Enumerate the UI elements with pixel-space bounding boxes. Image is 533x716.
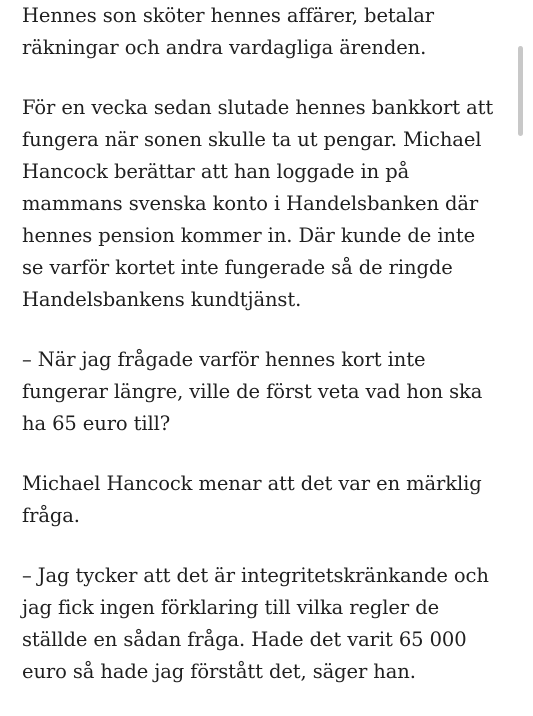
paragraph-line: – Jag tycker att det är integritetskränkande och xyxy=(22,564,489,587)
paragraph-line: räkningar och andra vardagliga ärenden. xyxy=(22,36,427,59)
paragraph-1 xyxy=(22,0,512,64)
article-body xyxy=(22,0,512,716)
paragraph-line: fråga. xyxy=(22,504,80,527)
scrollbar-thumb[interactable] xyxy=(518,46,523,136)
paragraph-line: hennes pension kommer in. Där kunde de inte xyxy=(22,224,476,247)
paragraph-line: ställde en sådan fråga. Hade det varit 65 000 xyxy=(22,628,467,651)
paragraph-5-quote xyxy=(22,560,512,688)
paragraph-3-quote xyxy=(22,344,512,440)
paragraph-line: Hancock berättar att han loggade in på xyxy=(22,160,410,183)
paragraph-line: För en vecka sedan slutade hennes bankkort att xyxy=(22,96,494,119)
paragraph-2 xyxy=(22,92,512,316)
paragraph-line: euro så hade jag förstått det, säger han. xyxy=(22,660,416,683)
paragraph-line: ha 65 euro till? xyxy=(22,412,171,435)
paragraph-line: fungera när sonen skulle ta ut pengar. Michael xyxy=(22,128,482,151)
paragraph-line: – När jag frågade varför hennes kort inte xyxy=(22,348,426,371)
paragraph-line: Hennes son sköter hennes affärer, betalar xyxy=(22,4,435,27)
paragraph-line: fungerar längre, ville de först veta vad hon ska xyxy=(22,380,483,403)
paragraph-line: mammans svenska konto i Handelsbanken där xyxy=(22,192,479,215)
paragraph-line: se varför kortet inte fungerade så de ringde xyxy=(22,256,453,279)
paragraph-4 xyxy=(22,468,512,532)
paragraph-line: Michael Hancock menar att det var en märklig xyxy=(22,472,482,495)
paragraph-line: jag fick ingen förklaring till vilka regler de xyxy=(22,596,440,619)
paragraph-line: Handelsbankens kundtjänst. xyxy=(22,288,302,311)
